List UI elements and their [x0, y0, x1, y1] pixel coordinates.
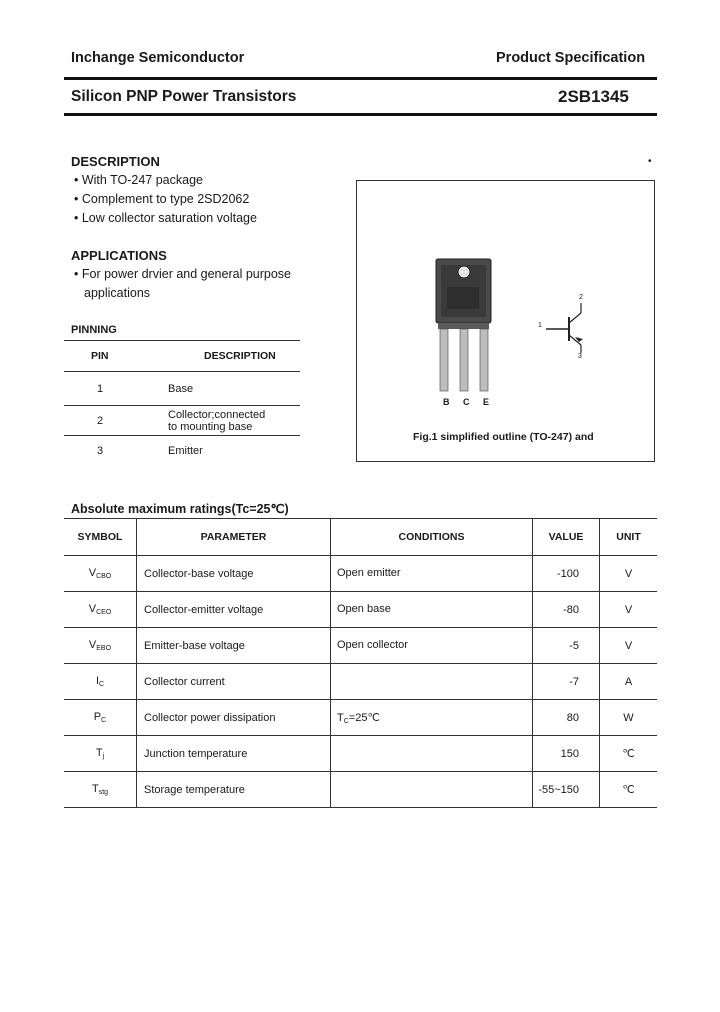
value-cell: -7 [533, 664, 600, 700]
table-row [64, 372, 300, 406]
table-row [64, 664, 657, 700]
table-row [64, 736, 657, 772]
ratings-table [64, 518, 657, 808]
table-row [64, 436, 300, 466]
description-item-1: • With TO-247 package [74, 173, 203, 187]
unit-cell: V [600, 592, 658, 628]
unit-cell: ℃ [600, 772, 658, 808]
header-rule-top [64, 77, 657, 80]
description-heading: DESCRIPTION [71, 154, 160, 169]
table-row [64, 700, 657, 736]
symbol-main: V [88, 639, 97, 651]
symbol-cell [64, 700, 137, 736]
conditions-cell [331, 772, 533, 808]
pin-label-b: B [443, 397, 450, 407]
pin-number: 2 [97, 414, 104, 427]
symbol-base-label: 1 [538, 322, 542, 329]
header-rule-bottom [64, 113, 657, 116]
condition-main: Open emitter [337, 567, 401, 579]
applications-item-1-cont: applications [84, 286, 151, 300]
bullet-mark: • [648, 156, 652, 167]
symbol-subscript: C [101, 717, 107, 724]
symbol-main: V [88, 567, 97, 579]
figure-box [356, 180, 655, 462]
figure-caption: Fig.1 simplified outline (TO-247) and [413, 431, 594, 443]
ratings-table-header [64, 519, 657, 556]
pin-desc-col-header: DESCRIPTION [204, 350, 276, 362]
pinning-heading: PINNING [71, 324, 117, 336]
table-row [64, 406, 300, 436]
parameter-cell: Collector-emitter voltage [137, 592, 331, 628]
symbol-cell [64, 556, 137, 592]
pin-number: 1 [97, 382, 104, 395]
col-value: VALUE [533, 519, 600, 556]
company-name: Inchange Semiconductor [71, 50, 245, 66]
conditions-cell [331, 628, 533, 664]
pin-label-c: C [463, 397, 470, 407]
ratings-body [64, 556, 657, 808]
unit-cell: W [600, 700, 658, 736]
pin-description: Collector;connected to mounting base [168, 408, 266, 433]
value-cell: -100 [533, 556, 600, 592]
parameter-cell: Storage temperature [137, 772, 331, 808]
pin-col-header: PIN [91, 350, 109, 362]
symbol-main: T [91, 783, 99, 795]
condition-main: Open collector [337, 639, 408, 651]
parameter-cell: Junction temperature [137, 736, 331, 772]
symbol-collector-label: 2 [579, 294, 583, 301]
symbol-subscript: CBO [96, 573, 112, 580]
conditions-cell [331, 664, 533, 700]
symbol-subscript: stg [98, 789, 109, 796]
symbol-subscript: j [102, 753, 105, 760]
to247-package-drawing [357, 181, 654, 461]
value-cell: 150 [533, 736, 600, 772]
table-row [64, 772, 657, 808]
symbol-main: T [95, 747, 103, 759]
value-cell: -5 [533, 628, 600, 664]
unit-cell: V [600, 556, 658, 592]
col-parameter: PARAMETER [137, 519, 331, 556]
description-item-2: • Complement to type 2SD2062 [74, 192, 250, 206]
applications-heading: APPLICATIONS [71, 248, 167, 263]
symbol-emitter-label: 3 [578, 353, 582, 360]
table-row [64, 592, 657, 628]
conditions-cell [331, 592, 533, 628]
symbol-subscript: EBO [96, 645, 112, 652]
condition-main: Open base [337, 603, 391, 615]
symbol-subscript: C [99, 681, 105, 688]
description-item-3: • Low collector saturation voltage [74, 211, 257, 225]
page-title: Silicon PNP Power Transistors [71, 88, 297, 105]
pin-description: Base [168, 382, 194, 395]
conditions-cell [331, 700, 533, 736]
value-cell: -55~150 [533, 772, 600, 808]
col-symbol: SYMBOL [64, 519, 137, 556]
condition-subscript: C [343, 717, 349, 725]
table-row [64, 628, 657, 664]
symbol-cell [64, 628, 137, 664]
pinning-table-header [64, 341, 300, 372]
symbol-main: I [95, 675, 99, 687]
parameter-cell: Emitter-base voltage [137, 628, 331, 664]
conditions-cell [331, 556, 533, 592]
pinning-table [64, 340, 300, 466]
symbol-main: V [88, 603, 97, 615]
symbol-cell [64, 664, 137, 700]
symbol-subscript: CEO [96, 609, 112, 616]
symbol-main: P [93, 711, 102, 723]
parameter-cell: Collector power dissipation [137, 700, 331, 736]
conditions-cell [331, 736, 533, 772]
parameter-cell: Collector-base voltage [137, 556, 331, 592]
unit-cell: ℃ [600, 736, 658, 772]
col-conditions: CONDITIONS [331, 519, 533, 556]
col-unit: UNIT [600, 519, 658, 556]
pin-description: Emitter [168, 444, 203, 457]
unit-cell: A [600, 664, 658, 700]
pin-number: 3 [97, 444, 104, 457]
value-cell: -80 [533, 592, 600, 628]
part-number: 2SB1345 [558, 87, 629, 106]
unit-cell: V [600, 628, 658, 664]
value-cell: 80 [533, 700, 600, 736]
symbol-cell [64, 736, 137, 772]
table-row [64, 556, 657, 592]
ratings-heading: Absolute maximum ratings(Tc=25℃) [71, 502, 289, 516]
condition-rest: =25℃ [348, 711, 380, 724]
pin-label-e: E [483, 397, 490, 407]
symbol-cell [64, 592, 137, 628]
parameter-cell: Collector current [137, 664, 331, 700]
doc-type: Product Specification [496, 50, 646, 66]
applications-item-1: • For power drvier and general purpose [74, 267, 292, 281]
condition-main: T [337, 711, 344, 724]
symbol-cell [64, 772, 137, 808]
